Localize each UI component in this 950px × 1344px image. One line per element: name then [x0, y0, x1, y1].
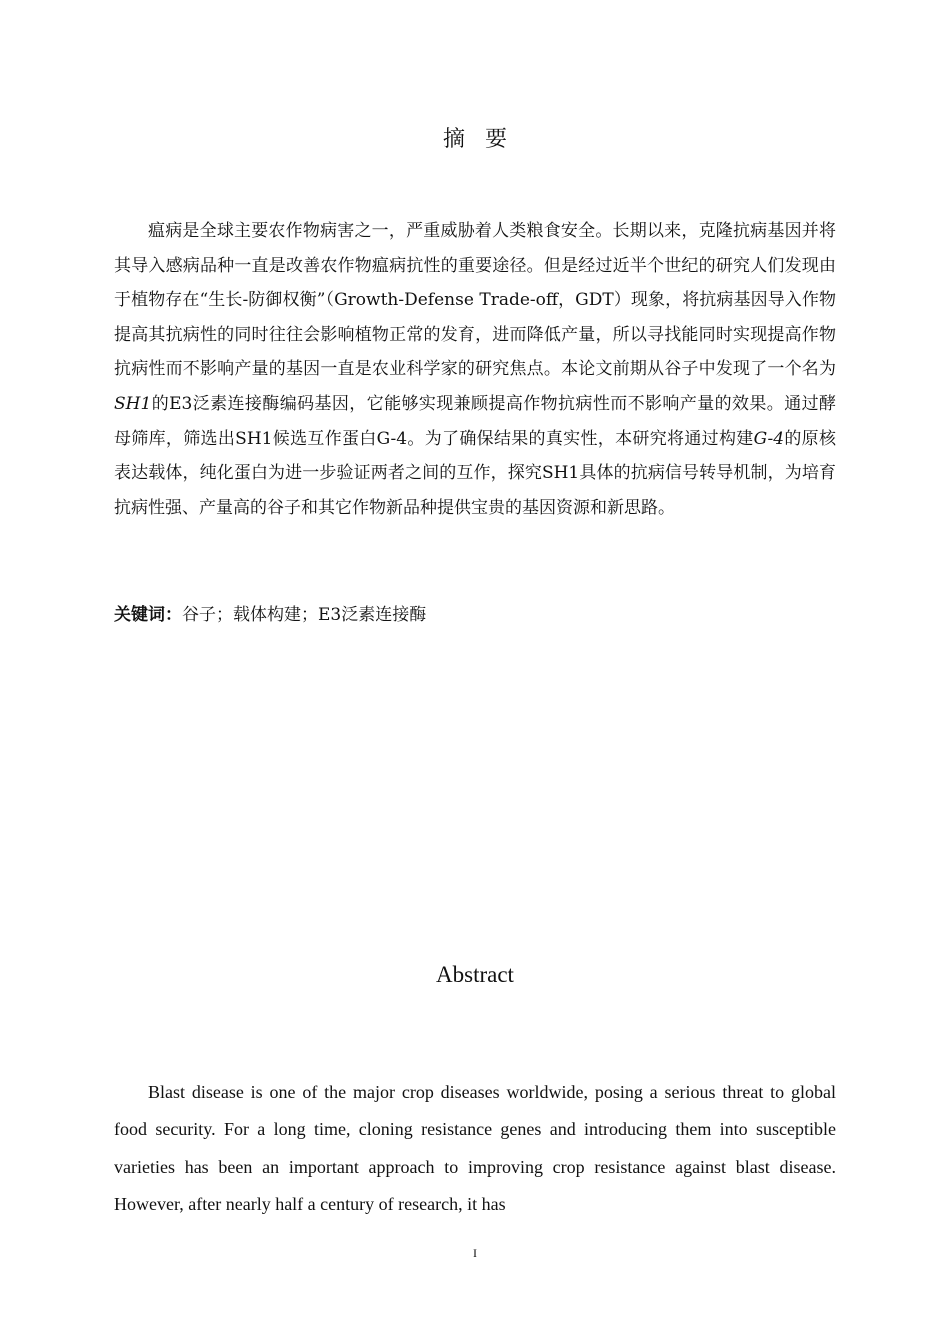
chinese-abstract-paragraph: [114, 214, 836, 525]
chinese-abstract-text-part3: 的原核表达载体，纯化蛋白为进一步验证两者之间的互作，探究SH1具体的抗病信号转导机制，为培育抗病性强、产量高的谷子和其它作物新品种提供宝贵的基因资源和新思路。: [114, 428, 836, 518]
keywords-text: 谷子；载体构建；E3泛素连接酶: [182, 605, 427, 625]
english-abstract-title: Abstract: [436, 962, 514, 987]
chinese-abstract-text-part2: 的E3泛素连接酶编码基因，它能够实现兼顾提高作物抗病性而不影响产量的效果。通过酵母筛库，筛选出SH1候选互作蛋白G-4。为了确保结果的真实性，本研究将通过构建: [114, 393, 836, 449]
keywords-line: [114, 598, 836, 632]
keywords-label: 关键词：: [114, 605, 182, 625]
gene-name-sh1: SH1: [114, 393, 152, 414]
page-number: I: [473, 1246, 477, 1260]
english-abstract-paragraph: Blast disease is one of the major crop diseases worldwide, posing a serious threat to global food security. For a long time, cloning resistance genes and introducing them into susceptible varieties has been an important approach to improving crop resistance against blast disease. However, after nearly half a century of research, it has: [114, 1082, 836, 1214]
gene-name-g4: G-4: [753, 428, 785, 449]
chinese-abstract-text-part1: 瘟病是全球主要农作物病害之一，严重威胁着人类粮食安全。长期以来，克隆抗病基因并将其导入感病品种一直是改善农作物瘟病抗性的重要途径。但是经过近半个世纪的研究人们发现由于植物存在“生长-防御权衡”（Growth-Defense Trade-off，GDT）现象，将抗病基因导入作物提高其抗病性的同时往往会影响植物正常的发育，进而降低产量，所以寻找能同时实现提高作物抗病性而不影响产量的基因一直是农业科学家的研究焦点。本论文前期从谷子中发现了一个名为: [114, 221, 836, 380]
chinese-abstract-title: 摘要: [442, 127, 527, 152]
